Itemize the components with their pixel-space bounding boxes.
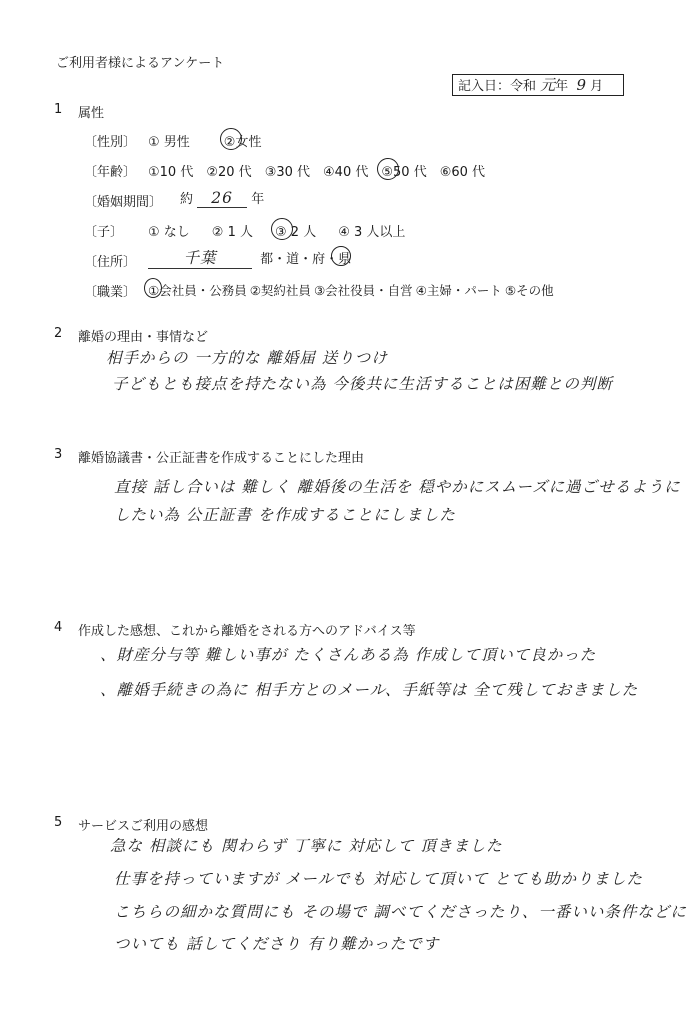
job-option-contract: ②契約社員 (249, 283, 311, 298)
job-option-other: ⑤その他 (504, 283, 554, 298)
job-option-homemaker: ④主婦・パート (415, 283, 502, 298)
age-option-30: ③30 代 (264, 165, 311, 180)
children-options (148, 221, 405, 240)
job-option-employee: ①会社員・公務員 (148, 281, 247, 299)
age-label: 〔年齢〕 (84, 165, 137, 180)
section3-answer-line: したい為 公正証書 を作成することにしました (114, 506, 456, 524)
section5-number: 5 (54, 815, 63, 830)
section5-answer-line: 急な 相談にも 関わらず 丁寧に 対応して 頂きました (110, 837, 503, 855)
marriage-value-row (180, 188, 264, 208)
marriage-label: 〔婚姻期間〕 (84, 195, 163, 210)
section5-answer-line: ついても 話してくださり 有り難かったです (114, 935, 440, 953)
date-year: 元 (540, 76, 556, 94)
address-value-row (148, 246, 351, 269)
address-prefecture: 千葉 (148, 246, 252, 269)
age-option-40: ④40 代 (323, 165, 369, 180)
marriage-prefix: 約 (180, 192, 194, 207)
children-option-3plus: ④ 3 人以上 (338, 225, 406, 240)
section5-title: サービスご利用の感想 (78, 819, 209, 834)
date-year-suffix: 年 (555, 79, 569, 94)
gender-label: 〔性別〕 (84, 135, 137, 150)
selection-circle (144, 278, 162, 298)
children-option-none: ① なし (148, 225, 190, 240)
job-label: 〔職業〕 (84, 285, 137, 300)
date-month-suffix: 月 (590, 79, 604, 94)
children-option-2: ③ 2 人 (275, 221, 316, 240)
section4-answer-line: 、離婚手続きの為に 相手方とのメール、手紙等は 全て残しておきました (100, 681, 639, 699)
section3-number: 3 (54, 447, 63, 462)
section5-answer-line: こちらの細かな質問にも その場で 調べてくださったり、一番いい条件などに (114, 903, 687, 921)
date-month: 9 (576, 76, 586, 94)
marriage-years: 26 (197, 189, 247, 208)
section5-answer-line: 仕事を持っていますが メールでも 対応して頂いて とても助かりました (114, 870, 643, 888)
age-option-20: ②20 代 (206, 165, 252, 180)
age-option-10: ①10 代 (148, 165, 194, 180)
date-field (452, 74, 624, 96)
children-option-1: ② 1 人 (211, 225, 253, 240)
section2-title: 離婚の理由・事情など (78, 330, 209, 345)
age-option-60: ⑥60 代 (439, 165, 486, 180)
section3-title: 離婚協議書・公正証書を作成することにした理由 (78, 451, 365, 466)
date-label: 記入日：令和 (458, 79, 537, 94)
gender-option-female: ②女性 (224, 131, 262, 150)
section4-answer-line: 、財産分与等 難しい事が たくさんある為 作成して頂いて良かった (100, 646, 597, 664)
children-label: 〔子〕 (84, 225, 124, 240)
survey-title: ご利用者様によるアンケート (56, 56, 225, 71)
gender-options (148, 131, 261, 150)
selection-circle (220, 128, 242, 150)
marriage-suffix: 年 (251, 192, 265, 207)
section3-answer-line: 直接 話し合いは 難しく 離婚後の生活を 穏やかにスムーズに過ごせるように (114, 478, 681, 496)
age-option-50: ⑤50 代 (381, 161, 426, 180)
job-options (148, 281, 554, 299)
gender-option-male: ① 男性 (148, 135, 190, 150)
selection-circle (271, 218, 293, 240)
section1-number: 1 (54, 102, 63, 117)
section2-number: 2 (54, 326, 63, 341)
address-suffix: 都・道・府・県 (260, 252, 352, 267)
section4-number: 4 (54, 620, 63, 635)
section1-title: 属性 (78, 106, 105, 121)
address-label: 〔住所〕 (84, 255, 137, 270)
section2-answer-line: 子どもとも接点を持たない為 今後共に生活することは困難との判断 (112, 375, 613, 393)
section4-title: 作成した感想、これから離婚をされる方へのアドバイス等 (78, 624, 416, 639)
section2-answer-line: 相手からの 一方的な 離婚届 送りつけ (106, 349, 388, 367)
job-option-executive: ③会社役員・自営 (313, 283, 413, 298)
age-options (148, 161, 485, 180)
